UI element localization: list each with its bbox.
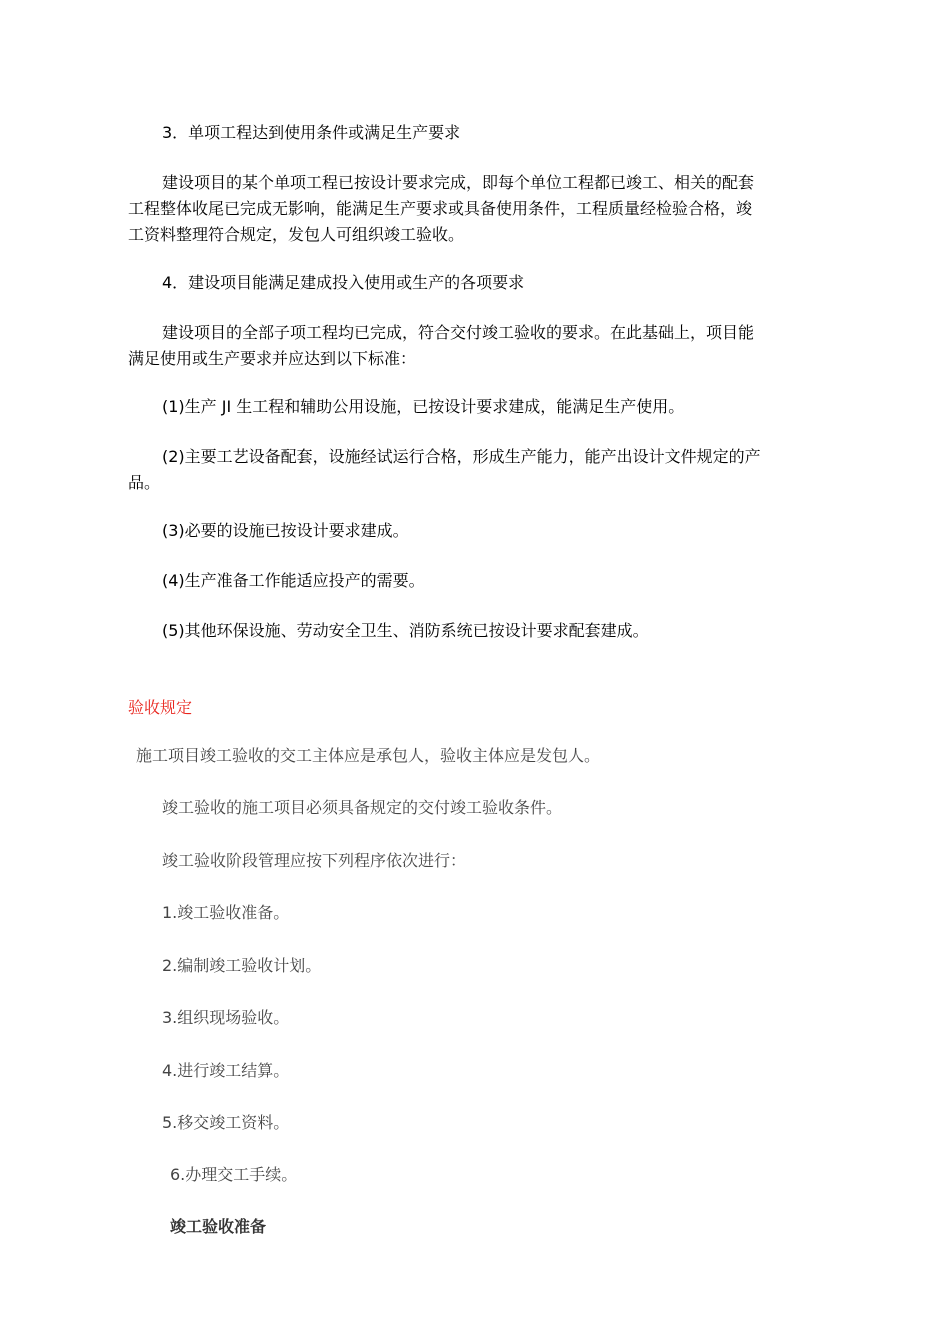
rule-line-2: 竣工验收的施工项目必须具备规定的交付竣工验收条件。 xyxy=(162,798,563,817)
subheading-acceptance-preparation: 竣工验收准备 xyxy=(170,1217,267,1236)
item4-body-line: 满足使用或生产要求并应达到以下标准： xyxy=(128,349,417,368)
procedure-step: 2.编制竣工验收计划。 xyxy=(162,956,322,975)
standard-2: (2)主要工艺设备配套，设施经试运行合格，形成生产能力，能产出设计文件规定的产 xyxy=(162,447,761,466)
item3-heading: 3．单项工程达到使用条件或满足生产要求 xyxy=(162,123,461,142)
procedure-step: 4.进行竣工结算。 xyxy=(162,1061,290,1080)
item3-body-line: 工程整体收尾已完成无影响，能满足生产要求或具备使用条件，工程质量经检验合格，竣 xyxy=(128,199,753,218)
item4-heading: 4．建设项目能满足建成投入使用或生产的各项要求 xyxy=(162,273,525,292)
rule-line-3: 竣工验收阶段管理应按下列程序依次进行： xyxy=(162,851,467,870)
item4-body-line: 建设项目的全部子项工程均已完成，符合交付竣工验收的要求。在此基础上，项目能 xyxy=(162,323,755,342)
procedure-step: 1.竣工验收准备。 xyxy=(162,903,290,922)
procedure-step: 3.组织现场验收。 xyxy=(162,1008,290,1027)
procedure-step: 6.办理交工手续。 xyxy=(170,1165,298,1184)
standard-3: (3)必要的设施已按设计要求建成。 xyxy=(162,521,409,540)
standard-4: (4)生产准备工作能适应投产的需要。 xyxy=(162,571,425,590)
procedure-step: 5.移交竣工资料。 xyxy=(162,1113,290,1132)
rule-line-1: 施工项目竣工验收的交工主体应是承包人，验收主体应是发包人。 xyxy=(136,746,601,765)
standard-1: (1)生产 JI 生工程和辅助公用设施，已按设计要求建成，能满足生产使用。 xyxy=(162,397,685,416)
standard-5: (5)其他环保设施、劳动安全卫生、消防系统已按设计要求配套建成。 xyxy=(162,621,649,640)
item3-body-line: 工资料整理符合规定，发包人可组织竣工验收。 xyxy=(128,225,465,244)
section-heading-acceptance-rules: 验收规定 xyxy=(128,698,193,717)
standard-2-cont: 品。 xyxy=(128,473,161,492)
item3-body-line: 建设项目的某个单项工程已按设计要求完成，即每个单位工程都已竣工、相关的配套 xyxy=(162,173,755,192)
